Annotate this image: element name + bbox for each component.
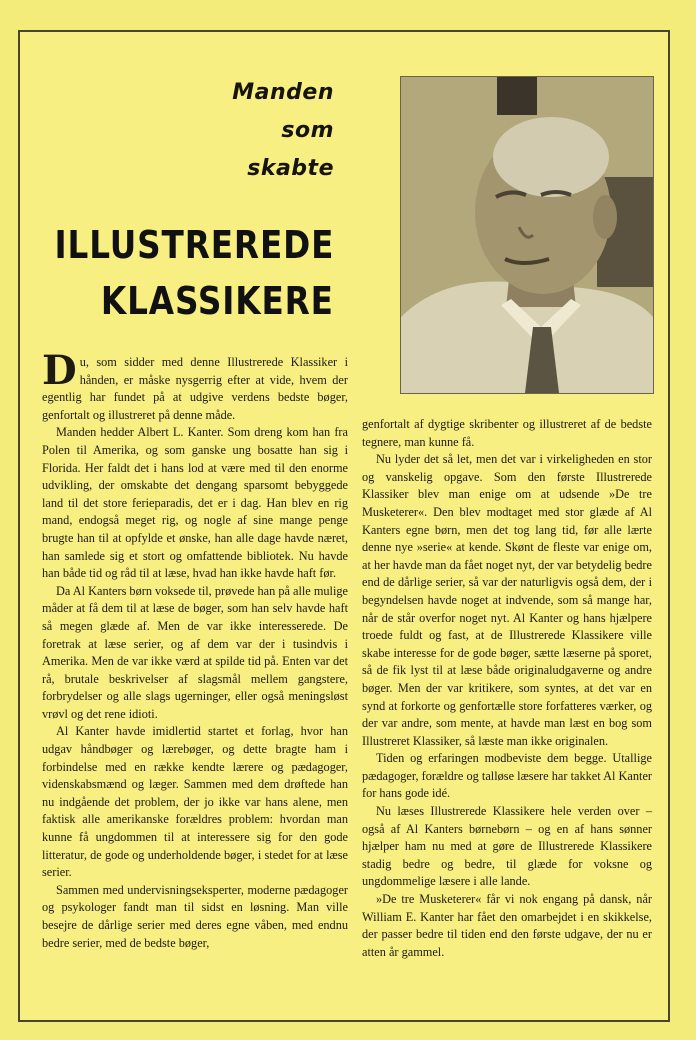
paragraph-5: Sammen med undervisningseksperter, moderne pædagoger og psykologer fandt man til sidst en løsning. Man ville besejre de dårlige serier med deres egne våben, med endnu bedre serier, med de bedste bøger, xyxy=(42,882,348,950)
portrait-photo xyxy=(400,76,654,394)
kicker-line-1: Manden xyxy=(232,80,334,105)
headline-line-2: KLASSIKERE xyxy=(101,279,334,323)
article-page xyxy=(18,30,670,1022)
left-column xyxy=(42,347,348,952)
paragraph-10: »De tre Musketerer« får vi nok engang på dansk, når William E. Kanter har fået den omarbejdet i en skikkelse, der passer bedre til tiden end den første udgave, der nu er atten år gammel. xyxy=(362,892,652,959)
paragraph-2: Manden hedder Albert L. Kanter. Som dreng kom han fra Polen til Amerika, og som ganske ung bosatte han sig i Florida. Her faldt det i hans lod at være med til den enorme udvikling, der omskabte det dengang sparsomt bebyggede land til det store ferieparadis, det er i dag. Han blev en rig mand, endogså meget rig, og nogle af sine mange penge brugte han til at opfylde et ønske, han alle dage havde næret, han samlede sig et stort og omfattende bibliotek. Nu havde han både tid og råd til at læse, hvad han ikke havde haft før. xyxy=(42,425,348,581)
paragraph-9: Nu læses Illustrerede Klassikere hele verden over – også af Al Kanters børnebørn – og en af hans sønner hjælper ham nu med at gøre de Illustrerede Klassikere stadig bedre og bedre, til glæde for voksne og ungdommelige læsere i alle lande. xyxy=(362,804,652,889)
paragraph-6: genfortalt af dygtige skribenter og illustreret af de bedste tegnere, man kunne få. xyxy=(362,417,652,449)
right-column xyxy=(362,416,652,961)
paragraph-7: Nu lyder det så let, men det var i virkeligheden en stor og vanskelig opgave. Som den første Illustrerede Klassiker blev man enige om at udsende »De tre Musketerer«. Den blev modtaget med stor glæde af Al Kanters egne børn, men det tog lang tid, før alle lærte denne nye »serie« at kende. Skønt de fleste var enige om, at her havde man da fået noget nyt, der var betydelig bedre end de dårlige serier, så var der naturligvis også dem, der i begyndelsen havde noget at indvende, som så mange har, når de står overfor noget nyt. Al Kanter og hans hjælpere troede fuldt og fast, at de Illustrerede Klassikere ville skabe interesse for de gode bøger, sætte læserne på sporet, så de fik lyst til at læse både originaludgaverne og andre bøger. Men der var kritikere, som syntes, at det var en synd at forkorte og genfortælle store forfatteres værker, og der var andre, som mente, at havde man læst en bog som Illustreret Klassiker, så læste man ikke originalen. xyxy=(362,452,652,748)
kicker-line-3: skabte xyxy=(247,156,334,181)
paragraph-3: Da Al Kanters børn voksede til, prøvede han på alle mulige måder at få dem til at læse de bøger, som han selv havde haft så megen glæde af. Men de var ikke interesserede. De foretrak at læse serier, og af dem var der i tusindvis i Amerika. Men de var ikke værd at spilde tid på. Enten var det rå, brutale beskrivelser af slagsmål mellem gangstere, forbrydelser og alle slags ugerninger, eller også meningsløst vrøvl og det rene idioti. xyxy=(42,583,348,721)
paragraph-1: Du, som sidder med denne Illustrerede Klassiker i hånden, er måske nysgerrig efter at vide, hvem der egentlig har fundet på at udgive verdens bedste bøger, genfortalt og illustreret på denne måde. xyxy=(42,347,348,422)
headline-line-1: ILLUSTREREDE xyxy=(54,223,334,267)
paragraph-4: Al Kanter havde imidlertid startet et forlag, hvor han udgav håndbøger og lærebøger, og dette bragte ham i forbindelse med en række kendte lærere og pædagoger, videnskabsmænd og læger. Sammen med dem drøftede han nu indgående det problem, der jo ikke var hans alene, men faktisk alle amerikanske forældres problem: hvordan man kunne få ungdommen til at interessere sig for den gode litteratur, de gode og underholdende bøger, i stedet for at læse serier. xyxy=(42,724,348,880)
paragraph-8: Tiden og erfaringen modbeviste dem begge. Utallige pædagoger, forældre og talløse læsere har takket Al Kanter for hans gode idé. xyxy=(362,751,652,801)
drop-cap: D xyxy=(42,347,77,394)
kicker-line-2: som xyxy=(281,118,334,143)
